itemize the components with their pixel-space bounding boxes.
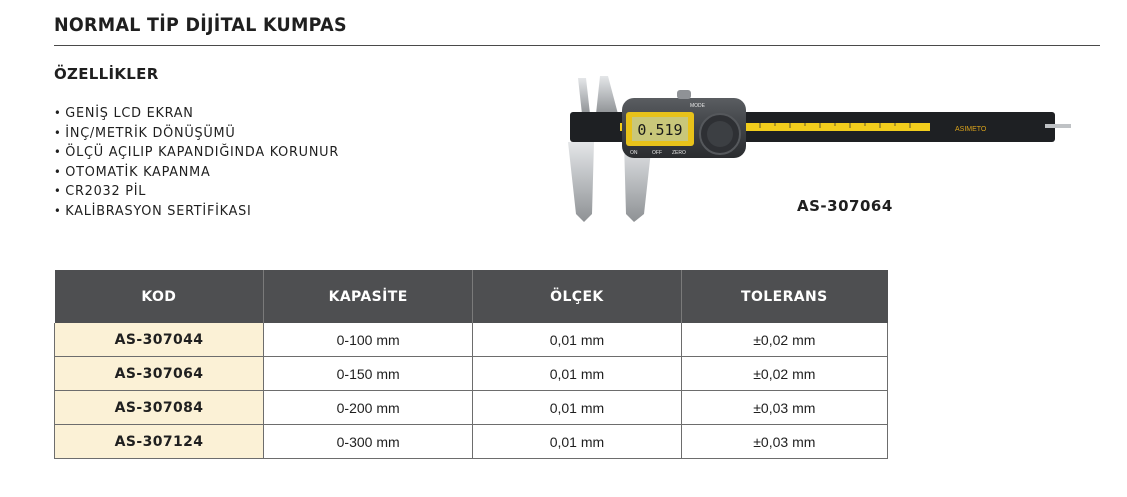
header-olcek: ÖLÇEK (473, 270, 682, 323)
table-row (55, 323, 888, 357)
features-list (54, 104, 354, 222)
bullet-icon: • (54, 106, 62, 120)
feature-text: İNÇ/METRİK DÖNÜŞÜMÜ (65, 124, 236, 141)
cell-scale: 0,01 mm (473, 391, 682, 425)
header-kod: KOD (55, 270, 264, 323)
feature-text: GENİŞ LCD EKRAN (65, 105, 194, 121)
feature-item (54, 202, 339, 222)
cell-tolerance: ±0,02 mm (681, 357, 887, 391)
thumb-roller-center (707, 121, 733, 147)
table-row (55, 425, 888, 459)
bullet-icon: • (54, 203, 62, 218)
title-divider (54, 45, 1100, 46)
header-kapasite: KAPASİTE (264, 270, 473, 323)
lcd-reading: 0.519 (637, 121, 683, 139)
cell-scale: 0,01 mm (473, 323, 682, 357)
cell-tolerance: ±0,02 mm (681, 323, 887, 357)
cell-capacity: 0-100 mm (264, 323, 473, 357)
feature-text: ÖLÇÜ AÇILIP KAPANDIĞINDA KORUNUR (65, 144, 340, 161)
cell-code: AS-307124 (55, 425, 264, 459)
feature-item (54, 104, 339, 124)
cell-code: AS-307084 (55, 391, 264, 425)
product-code-label: AS-307064 (797, 197, 893, 215)
bullet-icon: • (54, 164, 62, 179)
button-label: MODE (690, 103, 705, 109)
feature-item (54, 124, 339, 144)
table-row (55, 391, 888, 425)
button-label: ON (630, 150, 638, 156)
button-label: ZERO (672, 150, 686, 156)
table-header-row (55, 270, 888, 323)
fixed-jaw-lower (568, 142, 594, 222)
cell-scale: 0,01 mm (473, 357, 682, 391)
feature-item (54, 182, 339, 202)
table-row (55, 357, 888, 391)
cell-tolerance: ±0,03 mm (681, 391, 887, 425)
features-heading: ÖZELLİKLER (54, 65, 159, 83)
bullet-icon: • (54, 125, 62, 140)
feature-item (54, 163, 339, 183)
feature-text: KALİBRASYON SERTİFİKASI (65, 202, 252, 219)
cell-capacity: 0-300 mm (264, 425, 473, 459)
hold-button (677, 90, 691, 99)
spec-table (54, 270, 888, 459)
brand-mark: ASIMETO (955, 126, 987, 133)
cell-scale: 0,01 mm (473, 425, 682, 459)
cell-code: AS-307064 (55, 357, 264, 391)
cell-capacity: 0-200 mm (264, 391, 473, 425)
feature-text: CR2032 PİL (65, 183, 147, 200)
page-title: NORMAL TİP DİJİTAL KUMPAS (54, 14, 347, 36)
button-label: OFF (652, 150, 662, 156)
cell-capacity: 0-150 mm (264, 357, 473, 391)
fixed-jaw-upper (578, 78, 590, 114)
bullet-icon: • (54, 184, 62, 199)
feature-text: OTOMATİK KAPANMA (65, 163, 211, 180)
cell-code: AS-307044 (55, 323, 264, 357)
feature-item (54, 143, 339, 163)
sliding-jaw-upper (596, 76, 618, 114)
header-tolerans: TOLERANS (681, 270, 887, 323)
depth-rod (1045, 124, 1071, 128)
bullet-icon: • (54, 145, 62, 160)
cell-tolerance: ±0,03 mm (681, 425, 887, 459)
